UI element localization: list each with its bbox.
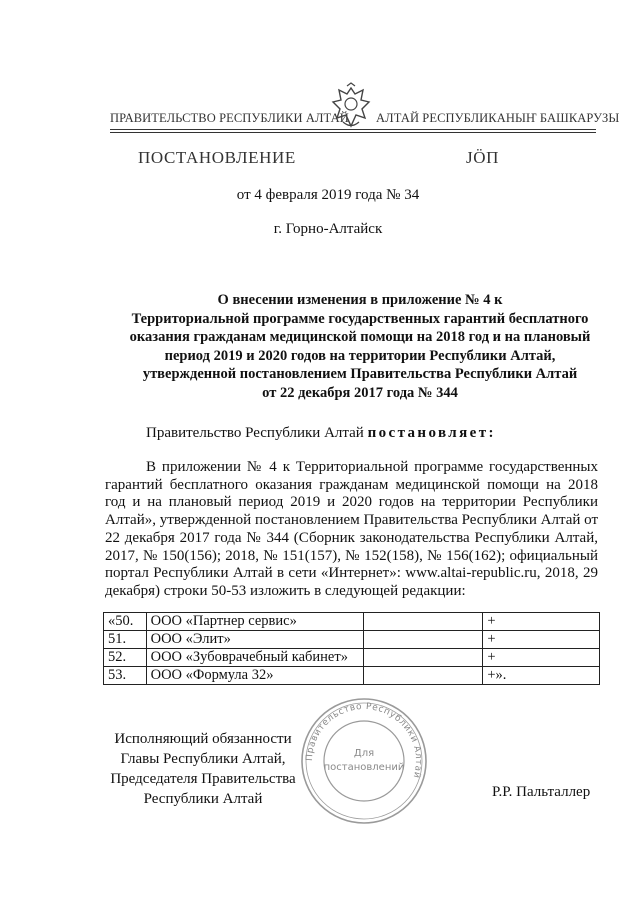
resolution-prefix: Правительство Республики Алтай (146, 425, 364, 441)
table-row (104, 667, 600, 685)
row-mark: + (483, 649, 600, 667)
header-rule-thin (110, 132, 596, 133)
table-row (104, 649, 600, 667)
row-number: 51. (104, 631, 147, 649)
document-city: г. Горно-Алтайск (273, 221, 383, 237)
resolution-line (146, 425, 496, 442)
resolution-emphasis: постановляет: (367, 425, 496, 441)
row-org-name: ООО «Формула 32» (146, 667, 363, 685)
title-line: оказания гражданам медицинской помощи на 2018 год и на плановый (129, 329, 591, 345)
row-cell-empty (363, 667, 483, 685)
coat-of-arms-icon (329, 82, 373, 130)
row-cell-empty (363, 631, 483, 649)
position-line: Республики Алтай (143, 791, 263, 807)
stamp-center-line1: Для (353, 748, 375, 759)
position-line: Главы Республики Алтай, (120, 751, 286, 767)
stamp-center-line2: постановлений (323, 762, 405, 773)
stamp-ring-text: Правительство Республики Алтай (304, 701, 424, 780)
official-stamp (299, 696, 429, 826)
row-number: 53. (104, 667, 147, 685)
row-org-name: ООО «Партнер сервис» (146, 613, 363, 631)
table-row (104, 631, 600, 649)
title-line: О внесении изменения в приложение № 4 к (217, 292, 503, 308)
signatory-name: Р.Р. Пальталлер (492, 784, 591, 800)
header-rule (110, 129, 596, 130)
header-org-left: ПРАВИТЕЛЬСТВО РЕСПУБЛИКИ АЛТАЙ (110, 111, 349, 125)
title-line: период 2019 и 2020 годов на территории Республики Алтай, (164, 347, 556, 364)
body-paragraph: В приложении № 4 к Территориальной программе государственных гарантий бесплатного оказания гражданам медицинской помощи на 2018 год и на плановый период 2019 и 2020 годов на территории Республики Алтай», утвержденной постановлением Правительства Республики Алтай от 22 декабря 2017 года № 344 (Сборник законодательства Республики Алтай, 2017, № 150(156); 2018, № 151(157), № 152(158), № 156(162); официальный портал Республики Алтай в сети «Интернет»: www.altai-republic.ru, 2018, 29 декабря) строки 50-53 изложить в следующей редакции: (105, 459, 598, 599)
row-mark: + (483, 631, 600, 649)
row-org-name: ООО «Элит» (146, 631, 363, 649)
title-line: от 22 декабря 2017 года № 344 (262, 384, 458, 401)
doc-type-label-alt: JÖП (466, 148, 499, 167)
signatory-position (108, 729, 298, 809)
row-mark: +». (483, 667, 600, 685)
doc-type-label: ПОСТАНОВЛЕНИЕ (138, 148, 296, 167)
document-title (100, 291, 620, 402)
position-line: Председателя Правительства (110, 771, 296, 787)
position-line: Исполняющий обязанности (114, 731, 292, 747)
document-date: от 4 февраля 2019 года № 34 (236, 187, 420, 203)
row-org-name: ООО «Зубоврачебный кабинет» (146, 649, 363, 667)
row-mark: + (483, 613, 600, 631)
title-line: Территориальной программе государственных гарантий бесплатного (131, 310, 589, 327)
row-number: 52. (104, 649, 147, 667)
row-number: «50. (104, 613, 147, 631)
header-org-right: АЛТАЙ РЕСПУБЛИКАНЫҤ БАШКАРУЗЫ (376, 111, 620, 125)
lines-table (103, 612, 600, 685)
row-cell-empty (363, 613, 483, 631)
row-cell-empty (363, 649, 483, 667)
title-line: утвержденной постановлением Правительства Республики Алтай (142, 366, 578, 382)
table-row (104, 613, 600, 631)
